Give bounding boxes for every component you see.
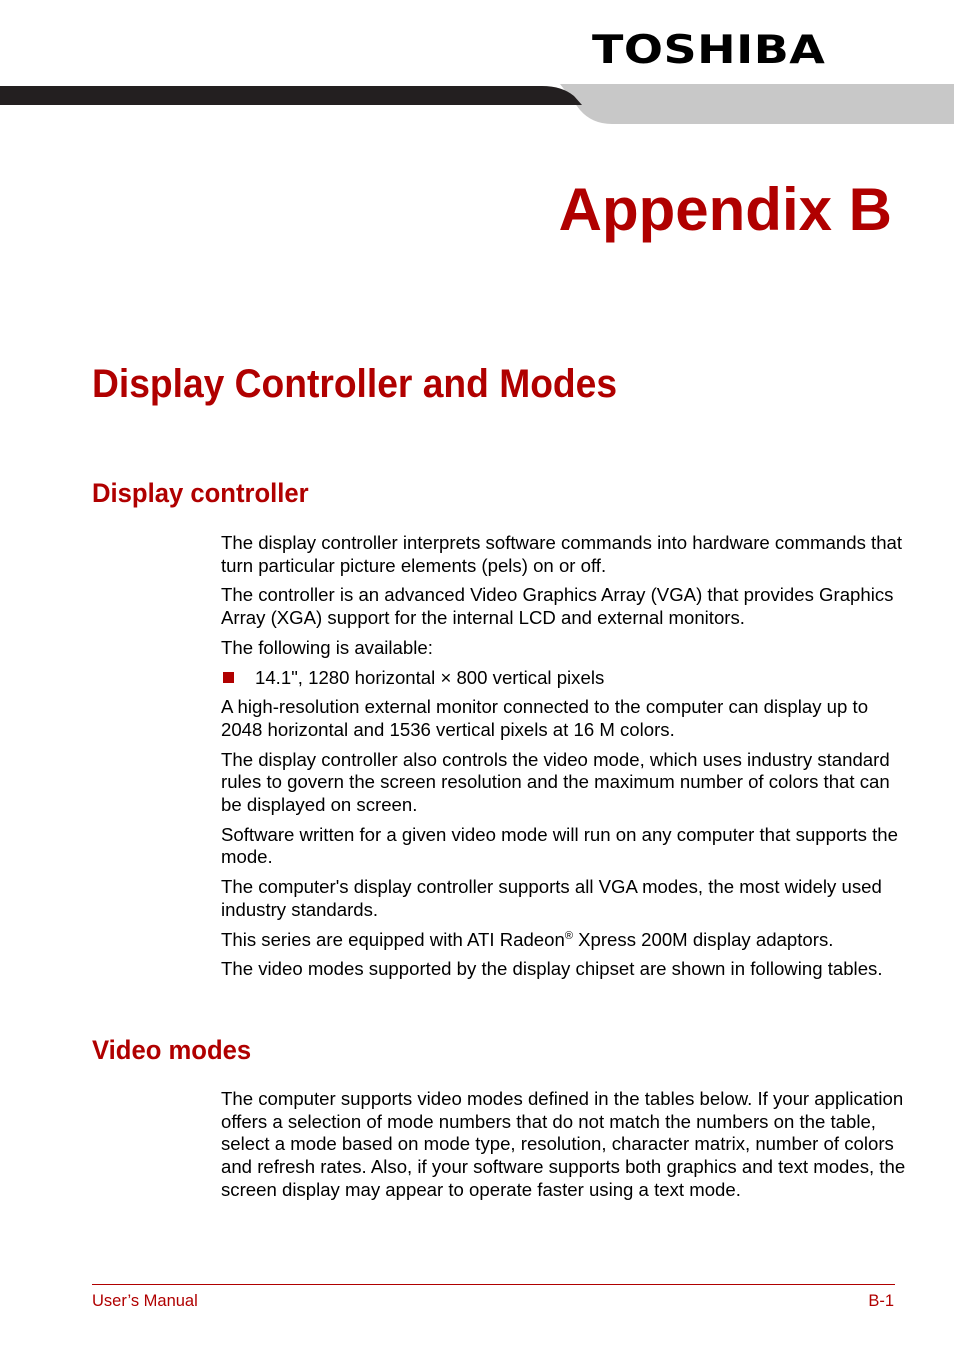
paragraph: The video modes supported by the display chipset are shown in following tables. bbox=[221, 958, 883, 980]
bullet-square-icon bbox=[223, 672, 234, 683]
display-controller-body bbox=[221, 532, 911, 988]
paragraph: The controller is an advanced Video Graphics Array (VGA) that provides Graphics Array (XGA) support for the internal LCD and external monitors. bbox=[221, 584, 894, 629]
paragraph: Software written for a given video mode will run on any computer that supports the mode. bbox=[221, 823, 898, 868]
chapter-title: Display Controller and Modes bbox=[92, 362, 618, 406]
header-bar-dark bbox=[0, 86, 582, 105]
toshiba-logo: TOSHIBA bbox=[592, 26, 826, 73]
paragraph: The computer supports video modes defined in the tables below. If your application offers a selection of mode numbers that do not match the numbers on the table, select a mode based on mode type, resolution, character matrix, number of colors and refresh rates. Also, if your software supports both graphics and text modes, the screen display may appear to operate faster using a text mode. bbox=[221, 1088, 906, 1200]
paragraph: The following is available: bbox=[221, 636, 433, 658]
section-heading-video-modes: Video modes bbox=[92, 1035, 252, 1065]
footer-rule bbox=[92, 1284, 895, 1285]
video-modes-body bbox=[221, 1088, 911, 1209]
paragraph: The display controller also controls the video mode, which uses industry standard rules to govern the screen resolution and the maximum number of colors that can be displayed on screen. bbox=[221, 748, 890, 816]
header-bars bbox=[0, 80, 954, 130]
header-bar-light bbox=[560, 84, 954, 124]
registered-mark: ® bbox=[564, 929, 573, 942]
footer-page-number: B-1 bbox=[868, 1292, 894, 1310]
bullet-text: 14.1", 1280 horizontal × 800 vertical pixels bbox=[255, 666, 605, 688]
paragraph: The display controller interprets software commands into hardware commands that turn particular picture elements (pels) on or off. bbox=[221, 532, 903, 576]
bullet-item bbox=[221, 667, 911, 690]
section-heading-display-controller: Display controller bbox=[92, 478, 309, 508]
paragraph: A high-resolution external monitor connected to the computer can display up to 2048 horizontal and 1536 vertical pixels at 16 M colors. bbox=[221, 696, 869, 740]
footer-manual-title: User’s Manual bbox=[92, 1292, 198, 1310]
radeon-paragraph bbox=[221, 929, 911, 952]
appendix-title: Appendix B bbox=[558, 176, 892, 243]
paragraph: The computer's display controller supports all VGA modes, the most widely used industry standards. bbox=[221, 876, 882, 920]
radeon-text-before: This series are equipped with ATI Radeon bbox=[221, 928, 565, 950]
radeon-text-after: Xpress 200M display adaptors. bbox=[572, 928, 834, 950]
